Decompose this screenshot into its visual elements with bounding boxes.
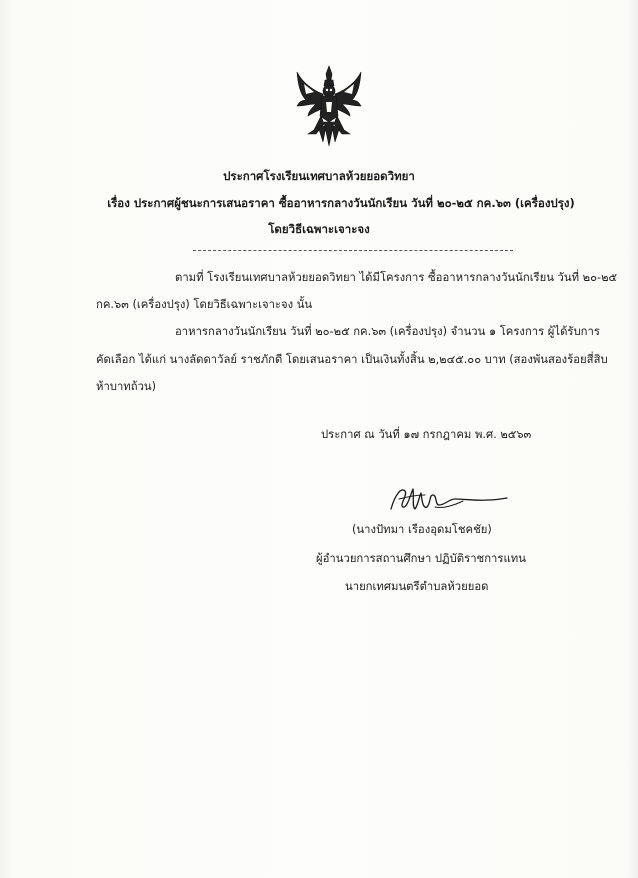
garuda-emblem-icon	[294, 64, 364, 148]
procurement-method: โดยวิธีเฉพาะเจาะจง	[268, 222, 370, 236]
paragraph-1-line-1: ตามที่ โรงเรียนเทศบาลห้วยยอดวิทยา ได้มีโครงการ ซื้ออาหารกลางวันนักเรียน วันที่ ๒๐-๒๕	[175, 271, 618, 284]
paragraph-1-line-2: กค.๖๓ (เครื่องปรุง) โดยวิธีเฉพาะเจาะจง นั้น	[96, 298, 313, 311]
paragraph-2-line-1: อาหารกลางวันนักเรียน วันที่ ๒๐-๒๕ กค.๖๓ (เครื่องปรุง) จำนวน ๑ โครงการ ผู้ได้รับการ	[175, 325, 600, 338]
signer-name: (นางปัทมา เรืองอุดมโชคชัย)	[352, 523, 492, 536]
handwritten-signature-icon	[385, 483, 510, 517]
announcement-subject: เรื่อง ประกาศผู้ชนะการเสนอราคา ซื้ออาหารกลางวันนักเรียน วันที่ ๒๐-๒๕ กค.๖๓ (เครื่องปรุง)	[107, 196, 575, 210]
signer-position-2: นายกเทศมนตรีตำบลห้วยยอด	[345, 580, 489, 593]
announcement-title: ประกาศโรงเรียนเทศบาลห้วยยอดวิทยา	[223, 169, 415, 183]
paragraph-2-line-2: คัดเลือก ได้แก่ นางลัดดาวัลย์ ราชภักดี โดยเสนอราคา เป็นเงินทั้งสิ้น ๒,๒๔๕.๐๐ บาท (สองพันสองร้อยสี่สิบ	[96, 353, 608, 366]
paragraph-2-line-3: ห้าบาทถ้วน)	[96, 380, 157, 393]
signer-position-1: ผู้อำนวยการสถานศึกษา ปฏิบัติราชการแทน	[316, 552, 526, 565]
announcement-date: ประกาศ ณ วันที่ ๑๗ กรกฎาคม พ.ศ. ๒๕๖๓	[321, 428, 532, 441]
dashed-divider	[193, 250, 513, 251]
